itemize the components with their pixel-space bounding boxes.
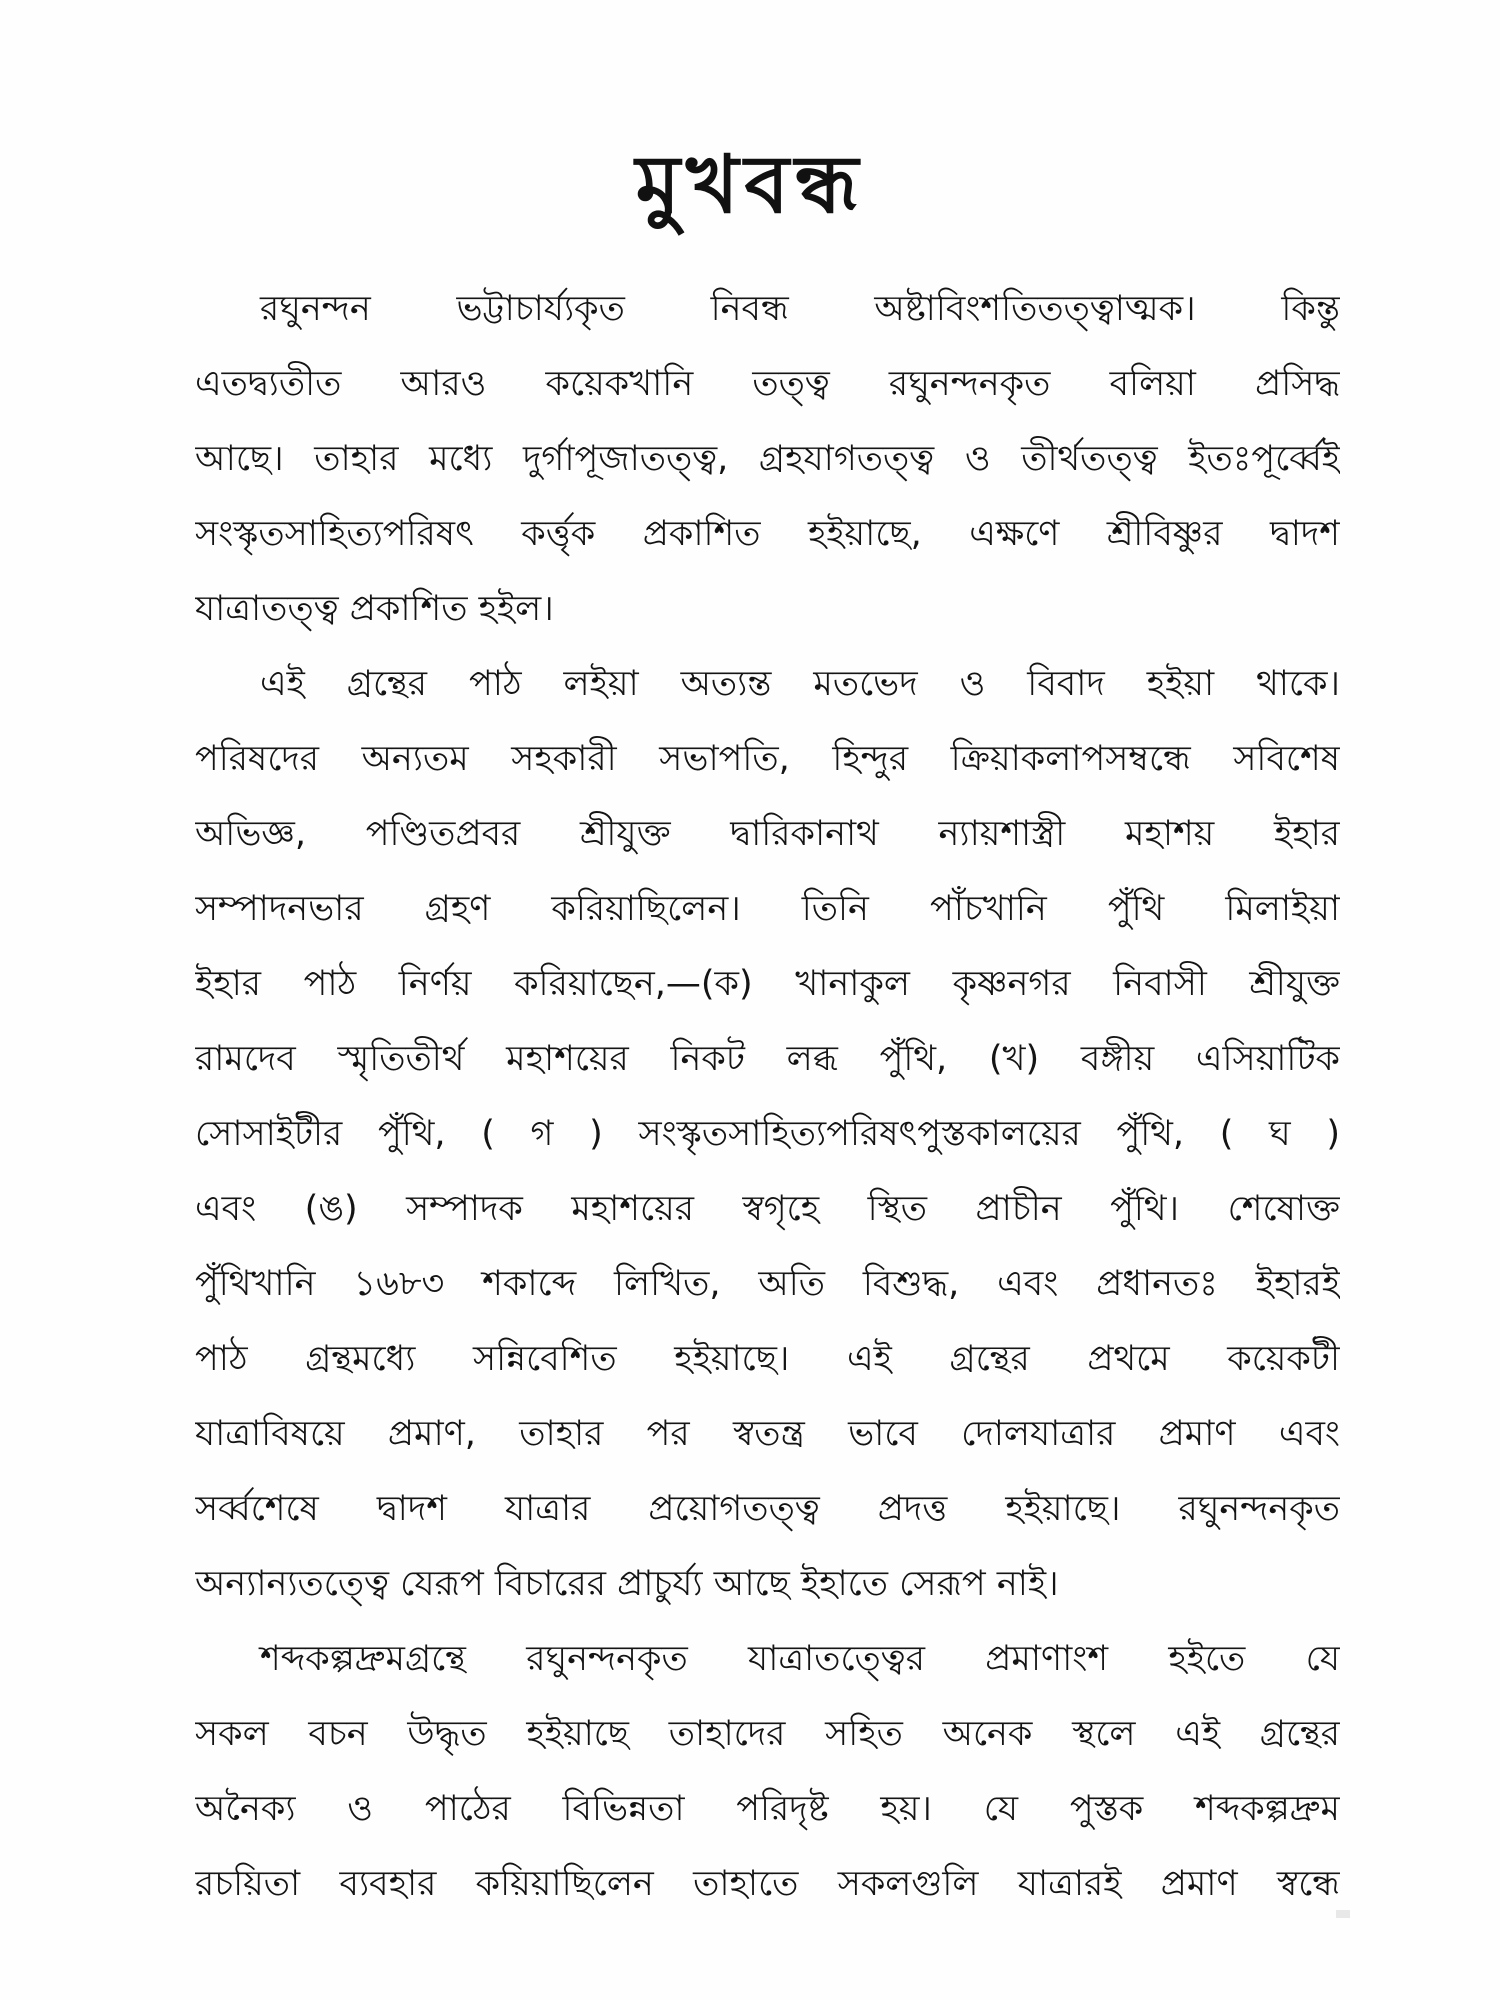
paragraph-2-line-7: সোসাইটীর পুঁথি, ( গ ) সংস্কৃতসাহিত্যপরিষৎপুস্তকালয়ের পুঁথি, ( ঘ ) [195, 1114, 1340, 1154]
paragraph-2-line-10: পাঠ গ্রন্থমধ্যে সন্নিবেশিত হইয়াছে। এই গ্রন্থের প্রথমে কয়েকটী [195, 1339, 1340, 1379]
scan-speck [1336, 1910, 1350, 1918]
paragraph-3-line-3: অনৈক্য ও পাঠের বিভিন্নতা পরিদৃষ্ট হয়। যে পুস্তক শব্দকল্পদ্রুম [195, 1789, 1340, 1829]
paragraph-2-line-11: যাত্রাবিষয়ে প্রমাণ, তাহার পর স্বতন্ত্র ভাবে দোলযাত্রার প্রমাণ এবং [195, 1414, 1340, 1454]
paragraph-1-line-1: রঘুনন্দন ভট্টাচার্য্যকৃত নিবন্ধ অষ্টাবিংশতিতত্ত্বাত্মক। কিন্তু [260, 289, 1340, 329]
paragraph-1-line-4: সংস্কৃতসাহিত্যপরিষৎ কর্ত্তৃক প্রকাশিত হইয়াছে, এক্ষণে শ্রীবিষ্ণুর দ্বাদশ [195, 514, 1340, 554]
paragraph-2-line-12: সর্ব্বশেষে দ্বাদশ যাত্রার প্রয়োগতত্ত্ব প্রদত্ত হইয়াছে। রঘুনন্দনকৃত [195, 1489, 1340, 1529]
page-title: মুখবন্ধ [635, 138, 865, 231]
paragraph-2-line-3: অভিজ্ঞ, পণ্ডিতপ্রবর শ্রীযুক্ত দ্বারিকানাথ ন্যায়শাস্ত্রী মহাশয় ইহার [195, 814, 1340, 854]
paragraph-1-line-2: এতদ্ব্যতীত আরও কয়েকখানি তত্ত্ব রঘুনন্দনকৃত বলিয়া প্রসিদ্ধ [195, 364, 1340, 404]
paragraph-3-line-1: শব্দকল্পদ্রুমগ্রন্থে রঘুনন্দনকৃত যাত্রাতত্ত্বের প্রমাণাংশ হইতে যে [260, 1639, 1340, 1679]
paragraph-2-line-13: অন্যান্যতত্ত্বে যেরূপ বিচারের প্রাচুর্য্য আছে ইহাতে সেরূপ নাই। [195, 1564, 1059, 1604]
paragraph-2-line-6: রামদেব স্মৃতিতীর্থ মহাশয়ের নিকট লব্ধ পুঁথি, (খ) বঙ্গীয় এসিয়াটিক [195, 1039, 1340, 1079]
paragraph-1-line-3: আছে। তাহার মধ্যে দুর্গাপূজাতত্ত্ব, গ্রহযাগতত্ত্ব ও তীর্থতত্ত্ব ইতঃপূর্ব্বেই [195, 439, 1340, 479]
paragraph-2-line-5: ইহার পাঠ নির্ণয় করিয়াছেন,—(ক) খানাকুল কৃষ্ণনগর নিবাসী শ্রীযুক্ত [195, 964, 1340, 1004]
paragraph-2-line-1: এই গ্রন্থের পাঠ লইয়া অত্যন্ত মতভেদ ও বিবাদ হইয়া থাকে। [260, 664, 1340, 704]
paragraph-2-line-4: সম্পাদনভার গ্রহণ করিয়াছিলেন। তিনি পাঁচখানি পুঁথি মিলাইয়া [195, 889, 1340, 929]
paragraph-1-line-5: যাত্রাতত্ত্ব প্রকাশিত হইল। [195, 589, 554, 629]
paragraph-3-line-2: সকল বচন উদ্ধৃত হইয়াছে তাহাদের সহিত অনেক স্থলে এই গ্রন্থের [195, 1714, 1340, 1754]
paragraph-3-line-4: রচয়িতা ব্যবহার কয়িয়াছিলেন তাহাতে সকলগুলি যাত্রারই প্রমাণ স্বন্ধে [195, 1864, 1340, 1904]
paragraph-2-line-8: এবং (ঙ) সম্পাদক মহাশয়ের স্বগৃহে স্থিত প্রাচীন পুঁথি। শেষোক্ত [195, 1189, 1340, 1229]
paragraph-2-line-2: পরিষদের অন্যতম সহকারী সভাপতি, হিন্দুর ক্রিয়াকলাপসম্বন্ধে সবিশেষ [195, 739, 1340, 779]
body-text [195, 272, 1340, 1922]
paragraph-2-line-9: পুঁথিখানি ১৬৮৩ শকাব্দে লিখিত, অতি বিশুদ্ধ, এবং প্রধানতঃ ইহারই [195, 1264, 1340, 1304]
